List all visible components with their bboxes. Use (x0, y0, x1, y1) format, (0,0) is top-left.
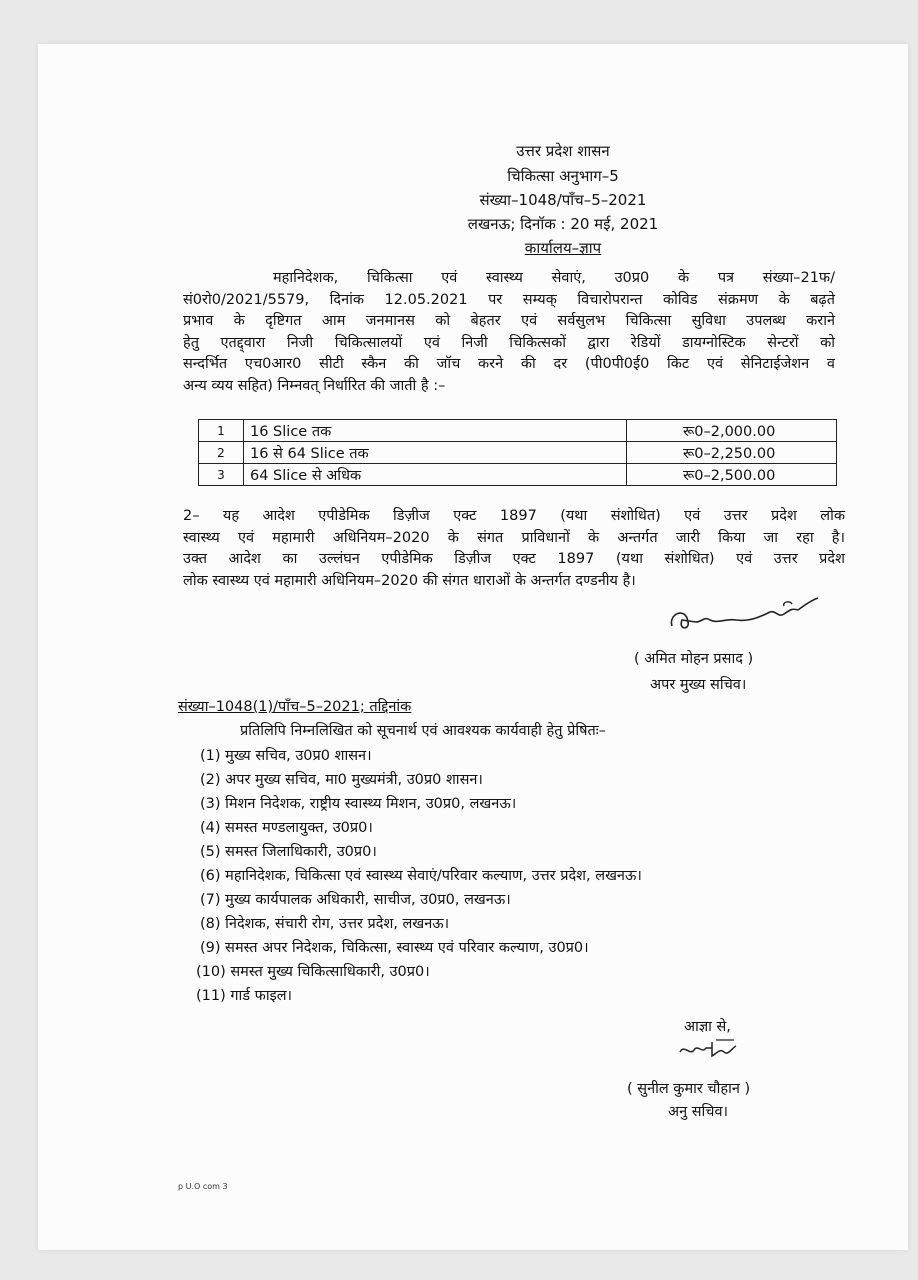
serial-cell: 2 (199, 442, 244, 464)
paragraph-1-line: अन्य व्यय सहित) निम्नवत् निर्धारित की जाती है :– (183, 377, 446, 394)
signatory-1-name: ( अमित मोहन प्रसाद ) (634, 651, 754, 667)
signatory-2-designation: अनु सचिव। (668, 1104, 729, 1120)
paragraph-1-line: सन्दर्भित एच0आर0 सीटी स्कैन की जॉच करने की दर (पी0पी0ई0 किट एवं सेनिटाईजेशन व (183, 356, 835, 372)
paragraph-2-line: लोक स्वास्थ्य एवं महामारी अधिनियम–2020 की संगत धाराओं के अन्तर्गत दण्डनीय है। (183, 572, 636, 589)
list-item: (4) समस्त मण्डलायुक्त, उ0प्र0। (200, 820, 373, 836)
section-heading: चिकित्सा अनुभाग–5 (507, 167, 619, 185)
list-item: (9) समस्त अपर निदेशक, चिकित्सा, स्वास्थ्य एवं परिवार कल्याण, उ0प्र0। (200, 940, 589, 956)
paragraph-1-line: सं0रो0/2021/5579, दिनांक 12.05.2021 पर सम्यक् विचारोपरान्त कोविड संक्रमण के बढ़ते (183, 291, 835, 308)
order-number: संख्या–1048/पाँच–5–2021 (479, 191, 647, 209)
signature-2 (676, 1034, 746, 1062)
list-item: (6) महानिदेशक, चिकित्सा एवं स्वास्थ्य सेवाएं/परिवार कल्याण, उत्तर प्रदेश, लखनऊ। (200, 868, 642, 884)
paragraph-2-line: 2– यह आदेश एपीडेमिक डिज़ीज एक्ट 1897 (यथा संशोधित) एवं उत्तर प्रदेश लोक (183, 508, 845, 524)
document-page (38, 44, 908, 1250)
paragraph-2-line: उक्त आदेश का उल्लंघन एपीडेमिक डिज़ीज एक्ट 1897 (यथा संशोधित) एवं उत्तर प्रदेश (183, 551, 845, 567)
signatory-1-designation: अपर मुख्य सचिव। (650, 677, 747, 693)
list-item: (8) निदेशक, संचारी रोग, उत्तर प्रदेश, लखनऊ। (200, 916, 450, 932)
paragraph-2 (183, 506, 845, 592)
serial-cell: 1 (199, 420, 244, 442)
rate-cell: रू0–2,250.00 (627, 442, 837, 464)
slice-cell: 16 से 64 Slice तक (244, 442, 627, 464)
list-item: (11) गार्ड फाइल। (196, 988, 293, 1004)
list-item: (7) मुख्य कार्यपालक अधिकारी, साचीज, उ0प्र0, लखनऊ। (200, 892, 511, 908)
list-item: (2) अपर मुख्य सचिव, मा0 मुख्यमंत्री, उ0प्र0 शासन। (200, 772, 483, 788)
paragraph-1 (183, 268, 835, 397)
paragraph-1-line: प्रभाव के दृष्टिगत आम जनमानस को बेहतर एवं सर्वसुलभ चिकित्सा सुविधा उपलब्ध कराने (183, 313, 835, 329)
order-by: आज्ञा से, (684, 1019, 731, 1035)
list-item: (3) मिशन निदेशक, राष्ट्रीय स्वास्थ्य मिशन, उ0प्र0, लखनऊ। (200, 796, 517, 812)
table-row (199, 442, 837, 464)
rate-cell: रू0–2,000.00 (627, 420, 837, 442)
signature-1 (666, 592, 826, 638)
list-item: (1) मुख्य सचिव, उ0प्र0 शासन। (200, 748, 372, 764)
govt-heading: उत्तर प्रदेश शासन (516, 142, 610, 160)
slice-cell: 64 Slice से अधिक (244, 464, 627, 486)
table-row (199, 464, 837, 486)
slice-cell: 16 Slice तक (244, 420, 627, 442)
footer-code: p U.O com 3 (178, 1182, 228, 1191)
rate-cell: रू0–2,500.00 (627, 464, 837, 486)
paragraph-2-line: स्वास्थ्य एवं महामारी अधिनियम–2020 के संगत प्राविधानों के अन्तर्गत जारी किया जा रहा है। (183, 529, 845, 546)
rates-table (198, 419, 837, 486)
list-item: (10) समस्त मुख्य चिकित्साधिकारी, उ0प्र0। (196, 964, 430, 980)
paragraph-1-line: महानिदेशक, चिकित्सा एवं स्वास्थ्य सेवाएं, उ0प्र0 के पत्र संख्या–21फ/ (273, 270, 835, 286)
list-item: (5) समस्त जिलाधिकारी, उ0प्र0। (200, 844, 377, 860)
table-row (199, 420, 837, 442)
signatory-2-name: ( सुनील कुमार चौहान ) (627, 1081, 751, 1097)
paragraph-1-line: हेतु एतद्द्वारा निजी चिकित्सालयों एवं निजी चिकित्सकों द्वारा रेडियों डायग्नोस्टिक सेन्टरों को (183, 334, 835, 351)
document-type: कार्यालय–ज्ञाप (524, 239, 602, 257)
place-date: लखनऊ; दिनॉक : 20 मई, 2021 (467, 215, 659, 233)
serial-cell: 3 (199, 464, 244, 486)
copy-intro: प्रतिलिपि निम्नलिखित को सूचनार्थ एवं आवश्यक कार्यवाही हेतु प्रेषितः– (240, 723, 606, 739)
copy-number: संख्या–1048(1)/पाँच–5–2021; तद्दिनांक (178, 699, 412, 715)
